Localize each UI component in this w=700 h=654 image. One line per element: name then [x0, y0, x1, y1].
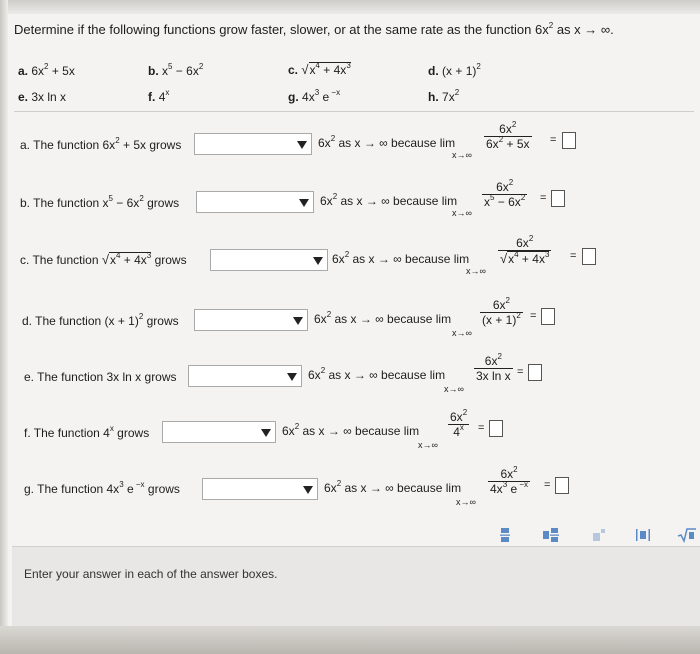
limit-subscript: x→∞ [466, 266, 486, 276]
answer-row-g [0, 465, 700, 515]
equals-sign: = [478, 422, 485, 434]
limit-fraction: $6x^2$ $4x^3$ e $^{-x}$ [490, 465, 529, 496]
limit-fraction: $6x^2$ $√x^4 + 4x^3$ [500, 234, 550, 266]
row-rhs: $6x^2$ as x → ∞ because lim [308, 366, 446, 382]
row-label: f. The function 4$^x$ grows [24, 424, 150, 440]
option-e: e. 3x ln x [18, 90, 67, 104]
answer-row-c [0, 234, 700, 286]
chevron-down-icon [293, 317, 303, 325]
option-g: g. $4x^3$ e $^{-x}$ [288, 88, 341, 104]
answer-row-a [0, 120, 700, 170]
row-label: b. The function $x^5 - 6x^2$ grows [20, 194, 180, 210]
option-f: f. 4$^x$ [148, 88, 170, 104]
answer-row-d [0, 296, 700, 346]
equals-sign: = [530, 310, 537, 322]
row-rhs: $6x^2$ as x → ∞ because lim [324, 479, 462, 495]
option-c: c. $√x^4 + 4x^3$ [288, 61, 351, 77]
equals-sign: = [550, 134, 557, 146]
growth-dropdown-d[interactable] [194, 309, 308, 331]
equals-sign: = [544, 479, 551, 491]
limit-subscript: x→∞ [452, 208, 472, 218]
growth-dropdown-e[interactable] [188, 365, 302, 387]
fraction-tool-icon[interactable] [494, 526, 516, 544]
limit-answer-box-a[interactable] [562, 132, 576, 149]
chevron-down-icon [261, 429, 271, 437]
chevron-down-icon [313, 257, 323, 265]
limit-answer-box-b[interactable] [551, 190, 565, 207]
limit-fraction: $6x^2$ $x^5 - 6x^2$ [484, 178, 526, 209]
limit-answer-box-c[interactable] [582, 248, 596, 265]
limit-subscript: x→∞ [452, 150, 472, 160]
row-rhs: $6x^2$ as x → ∞ because lim [318, 134, 456, 150]
limit-fraction: $6x^2$ 3x ln x [476, 352, 511, 383]
row-rhs: $6x^2$ as x → ∞ because lim [314, 310, 452, 326]
option-h: h. $7x^2$ [428, 88, 460, 104]
row-label: c. The function $√x^4 + 4x^3$ grows [20, 251, 187, 267]
chevron-down-icon [287, 373, 297, 381]
option-d: d. $(x + 1)^2$ [428, 62, 481, 78]
growth-dropdown-a[interactable] [194, 133, 312, 155]
limit-subscript: x→∞ [456, 497, 476, 507]
option-a: a. $6x^2 + 5x$ [18, 62, 75, 78]
growth-dropdown-f[interactable] [162, 421, 276, 443]
screen-bezel-bottom [0, 626, 700, 654]
growth-dropdown-g[interactable] [202, 478, 318, 500]
chevron-down-icon [303, 486, 313, 494]
exponent-tool-icon[interactable] [588, 526, 610, 544]
instruction-text: Enter your answer in each of the answer boxes. [24, 567, 278, 581]
limit-fraction: $6x^2$ $(x + 1)^2$ [482, 296, 521, 327]
limit-subscript: x→∞ [444, 384, 464, 394]
screen-bezel-top [0, 0, 700, 14]
limit-answer-box-f[interactable] [489, 420, 503, 437]
row-rhs: $6x^2$ as x → ∞ because lim [332, 250, 470, 266]
growth-dropdown-b[interactable] [196, 191, 314, 213]
row-label: a. The function $6x^2 + 5x$ grows [20, 136, 182, 152]
answer-row-f [0, 408, 700, 458]
answer-row-b [0, 178, 700, 228]
limit-answer-box-g[interactable] [555, 477, 569, 494]
limit-subscript: x→∞ [452, 328, 472, 338]
mixed-number-tool-icon[interactable] [540, 526, 562, 544]
instruction-bar [12, 546, 700, 627]
equals-sign: = [540, 192, 547, 204]
section-divider [14, 111, 694, 112]
row-rhs: $6x^2$ as x → ∞ because lim [320, 192, 458, 208]
limit-fraction: $6x^2$ 4$^x$ [450, 408, 468, 439]
chevron-down-icon [299, 199, 309, 207]
limit-subscript: x→∞ [418, 440, 438, 450]
absolute-value-tool-icon[interactable] [632, 526, 654, 544]
row-label: g. The function $4x^3$ e $^{-x}$ grows [24, 480, 180, 496]
answer-row-e [0, 352, 700, 402]
equals-sign: = [570, 250, 577, 262]
row-label: d. The function $(x + 1)^2$ grows [22, 312, 179, 328]
limit-fraction: $6x^2$ $6x^2 + 5x$ [486, 120, 530, 151]
equals-sign: = [517, 366, 524, 378]
chevron-down-icon [297, 141, 307, 149]
option-b: b. $x^5 - 6x^2$ [148, 62, 204, 78]
limit-answer-box-d[interactable] [541, 308, 555, 325]
question-title: Determine if the following functions grow faster, slower, or at the same rate as the function $6x^2$ as x → ∞. [14, 21, 614, 37]
sqrt-tool-icon[interactable] [676, 526, 698, 544]
row-rhs: $6x^2$ as x → ∞ because lim [282, 422, 420, 438]
limit-answer-box-e[interactable] [528, 364, 542, 381]
growth-dropdown-c[interactable] [210, 249, 328, 271]
row-label: e. The function 3x ln x grows [24, 370, 177, 384]
